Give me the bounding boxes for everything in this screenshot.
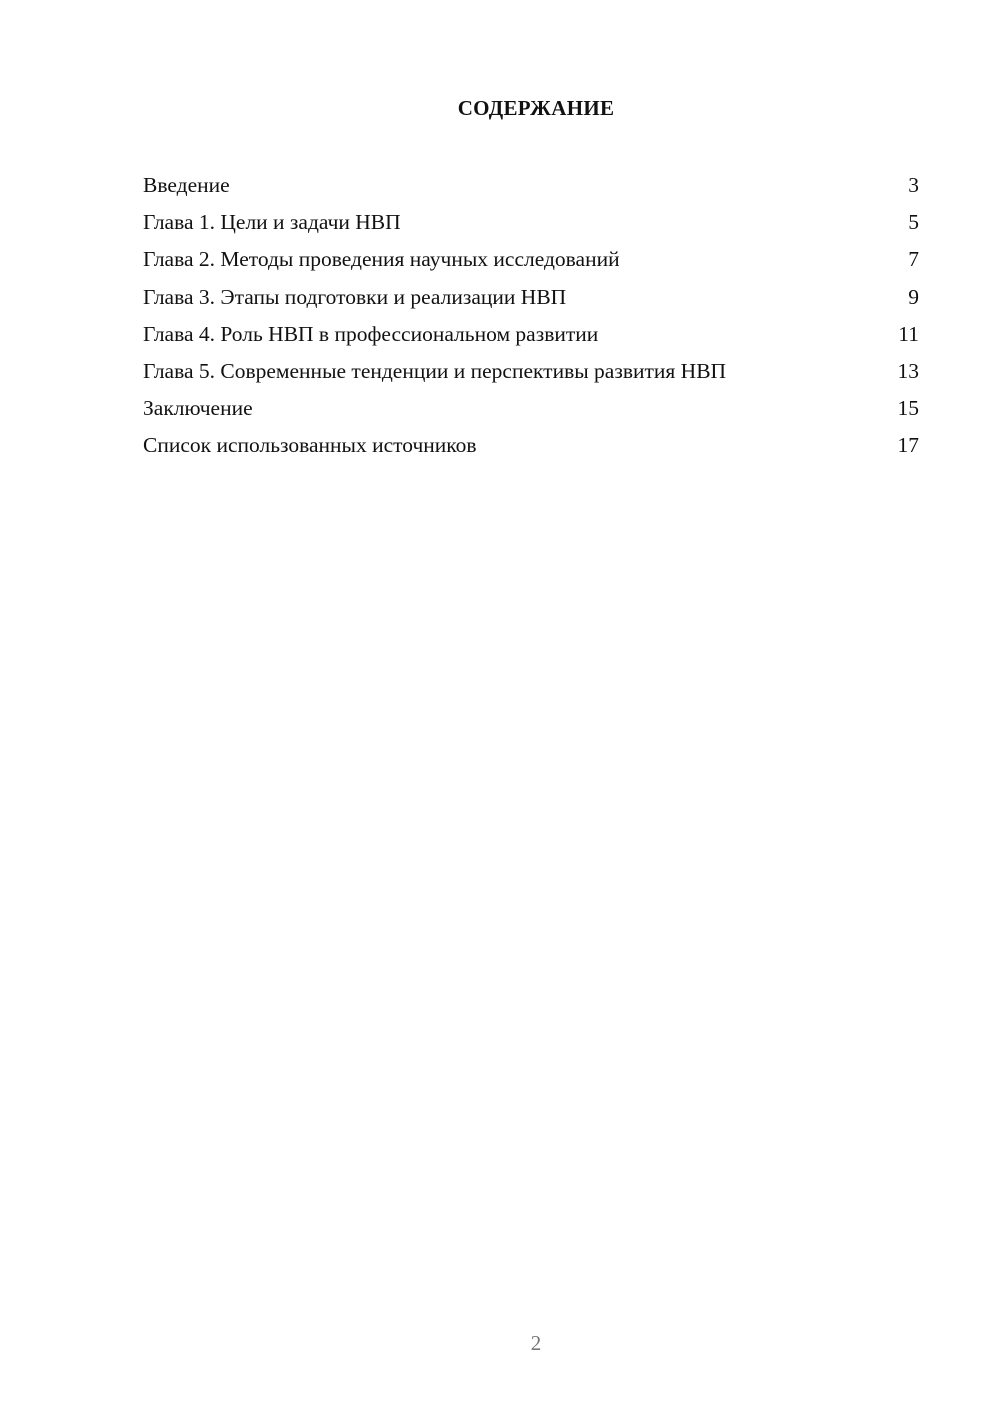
toc-item-chapter-1 [143,204,919,241]
toc-item-label: Глава 2. Методы проведения научных исследований [143,247,620,272]
toc-item-label: Глава 1. Цели и задачи НВП [143,210,401,235]
toc-item-references [143,427,919,464]
table-of-contents [143,167,919,465]
toc-item-page: 9 [908,284,919,309]
toc-item-label: Заключение [143,396,253,421]
toc-item-chapter-3 [143,279,919,316]
page-title: СОДЕРЖАНИЕ [457,96,615,120]
toc-item-conclusion [143,390,919,427]
toc-item-label: Введение [143,173,230,197]
toc-item-page: 17 [897,433,919,458]
toc-item-page: 5 [908,210,919,235]
toc-item-page: 13 [897,358,919,383]
toc-item-page: 7 [908,247,919,272]
toc-item-chapter-5 [143,353,919,390]
toc-item-chapter-2 [143,241,919,278]
toc-item-page: 15 [897,396,919,421]
toc-item-page: 3 [908,173,919,197]
toc-item-label: Список использованных источников [143,433,477,458]
toc-item-introduction [143,167,919,204]
toc-item-label: Глава 3. Этапы подготовки и реализации НВП [143,284,567,309]
page-number: 2 [530,1331,542,1355]
toc-item-page: 11 [898,321,919,346]
toc-item-label: Глава 5. Современные тенденции и перспективы развития НВП [143,358,727,383]
toc-item-label: Глава 4. Роль НВП в профессиональном развитии [143,321,599,346]
toc-item-chapter-4 [143,316,919,353]
